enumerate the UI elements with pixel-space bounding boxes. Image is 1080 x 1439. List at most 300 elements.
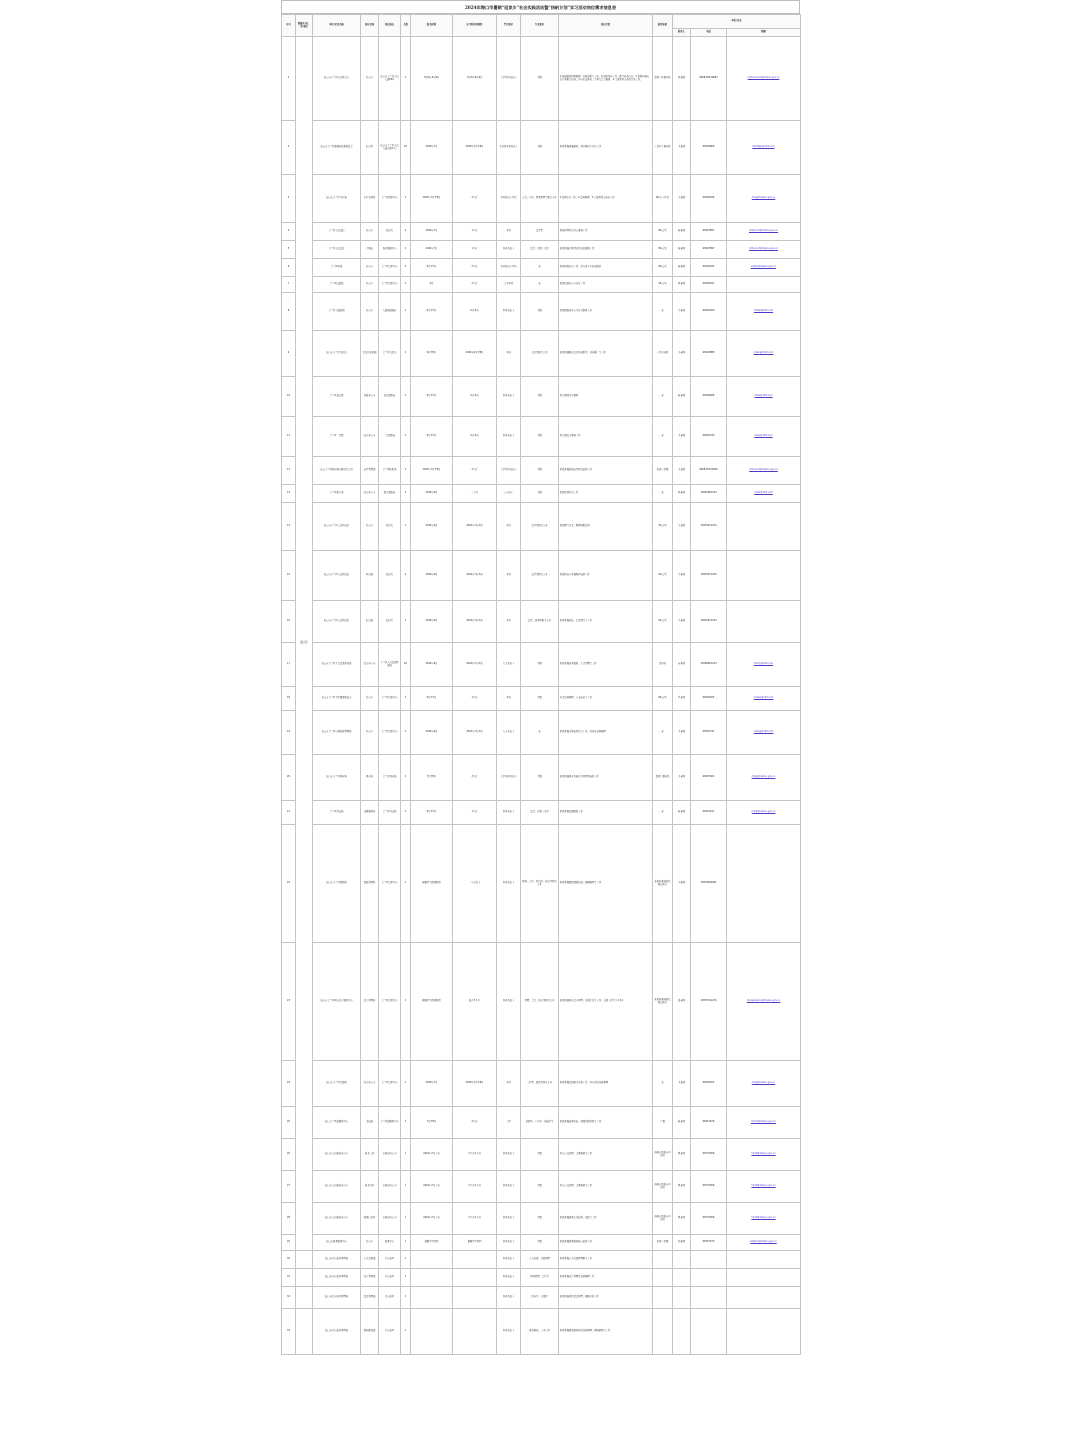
cell-report-time: 2024年7月至8月	[411, 175, 453, 223]
cell-email[interactable]: hkszf@haikou.gov.cn	[727, 1203, 801, 1235]
cell-no: 23	[282, 943, 296, 1061]
cell-count: 2	[401, 711, 411, 755]
cell-intern-time: 2个月	[453, 259, 497, 277]
cell-contact: 林老师	[673, 37, 691, 121]
cell-location: 美兰区政务中心	[379, 175, 401, 223]
cell-major: 无	[521, 277, 559, 293]
cell-subsidy	[653, 1309, 673, 1355]
cell-location: 美兰区行政中心	[379, 943, 401, 1061]
cell-count: 2	[401, 1107, 411, 1139]
cell-subsidy: 提供工作餐	[653, 1235, 673, 1251]
cell-email[interactable]: mlzjj@haikou.gov.cn	[727, 1061, 801, 1107]
cell-count: 2	[401, 223, 411, 241]
cell-education: 全日制本科及以上	[497, 121, 521, 175]
cell-no: 27	[282, 1171, 296, 1203]
table-body	[282, 37, 801, 1355]
cell-subsidy	[653, 1251, 673, 1269]
table-row	[282, 1171, 801, 1203]
cell-location: 江东新区	[379, 1251, 401, 1269]
cell-subsidy: 80元/天	[653, 241, 673, 259]
cell-unit: 海口市江东新区管理局	[313, 1251, 361, 1269]
cell-education: 大专及以上	[497, 643, 521, 687]
cell-contact: 陈老师	[673, 377, 691, 417]
cell-location: 市政府办公室	[379, 1203, 401, 1235]
cell-location: 院机关	[379, 551, 401, 601]
cell-phone: 13698801234	[691, 643, 727, 687]
cell-intern-time: 1个月	[453, 241, 497, 259]
cell-unit: 海口市美兰区妇女联合会	[313, 37, 361, 121]
header-intern-time: 实习时间(周数)	[453, 15, 497, 37]
cell-count: 2	[401, 457, 411, 485]
cell-region	[296, 1309, 313, 1355]
cell-dept: 党政办公室	[361, 377, 379, 417]
cell-no: 26	[282, 1139, 296, 1171]
cell-location: 大致坡镇政府	[379, 293, 401, 331]
cell-no: 3	[282, 175, 296, 223]
cell-dept: 综合科	[361, 121, 379, 175]
cell-dept: 教育科	[361, 755, 379, 801]
cell-email[interactable]	[727, 1309, 801, 1355]
cell-intern-time: 不少于1个月	[453, 1171, 497, 1203]
cell-report-time: 6月至7月	[411, 259, 453, 277]
cell-contact: 陈老师	[673, 259, 691, 277]
cell-education: 本科及以上	[497, 417, 521, 457]
cell-unit: 美兰区演丰镇	[313, 485, 361, 503]
cell-intern-time: 三个月以上	[453, 825, 497, 943]
cell-intern-time: 2024年7月至8月	[453, 1061, 497, 1107]
cell-education: 大学本科	[497, 277, 521, 293]
cell-major: 不限	[521, 1171, 559, 1203]
header-contact: 联系人	[673, 29, 691, 37]
cell-dept: 综合办公室	[361, 1061, 379, 1107]
cell-dept: 规划建设部	[361, 1309, 379, 1355]
cell-email[interactable]: mlqtw@haikou.gov.cn	[727, 259, 801, 277]
cell-intro: 协助开展财政预算编制、数据整理等工作	[559, 825, 653, 943]
cell-subsidy: 按规定发放实习补贴	[653, 1171, 673, 1203]
cell-major: 无	[521, 259, 559, 277]
cell-major: 不限	[521, 457, 559, 485]
cell-email[interactable]: mlairport@haikou.gov.cn	[727, 457, 801, 485]
cell-phone: 66525742	[691, 711, 727, 755]
table-row	[282, 175, 801, 223]
table-row	[282, 223, 801, 241]
cell-phone: 13876671234	[691, 503, 727, 551]
cell-report-time: 2024年6月	[411, 485, 453, 503]
table-row	[282, 241, 801, 259]
cell-email[interactable]: zhangxiaohui@haikou.gov.cn	[727, 943, 801, 1061]
cell-phone: 0898-65760000	[691, 457, 727, 485]
cell-no: 13	[282, 485, 296, 503]
cell-count: 2	[401, 241, 411, 259]
cell-intern-time: 最少3个月	[453, 943, 497, 1061]
cell-major: 法学类相关专业	[521, 551, 559, 601]
cell-subsidy: 60元/天	[653, 687, 673, 711]
cell-no: 14	[282, 503, 296, 551]
cell-intern-time: 6月-8月	[453, 293, 497, 331]
cell-unit: 海口市美兰区卫生健康委员会	[313, 687, 361, 711]
cell-contact: 王老师	[673, 457, 691, 485]
cell-major: 不限	[521, 687, 559, 711]
cell-location: 美兰区行政中心	[379, 277, 401, 293]
cell-education: 本科及以上	[497, 377, 521, 417]
cell-intern-time: 2024年7月-8月	[453, 503, 497, 551]
cell-location: 政务中心	[379, 1235, 401, 1251]
cell-intro: 协助开展人力资源管理相关工作	[559, 1251, 653, 1269]
cell-education: 本科及以上	[497, 1171, 521, 1203]
cell-subsidy: 无	[653, 711, 673, 755]
cell-email[interactable]	[727, 503, 801, 551]
cell-major: 不限	[521, 37, 559, 121]
cell-phone	[691, 1269, 727, 1287]
cell-location: 美兰国际机场	[379, 457, 401, 485]
cell-no: 2	[282, 121, 296, 175]
cell-subsidy: 80元/天	[653, 223, 673, 241]
cell-no: 28	[282, 1203, 296, 1235]
cell-intern-time: 不少于1个月	[453, 1203, 497, 1235]
cell-email[interactable]	[727, 551, 801, 601]
cell-major: 不限	[521, 377, 559, 417]
cell-subsidy: 见岗位	[653, 643, 673, 687]
cell-education: 本科及以上学历	[497, 175, 521, 223]
cell-unit: 海口市江东新区管理局	[313, 1309, 361, 1355]
cell-unit: 海口市人民政府办公室	[313, 1203, 361, 1235]
table-row	[282, 1251, 801, 1269]
cell-no: 31	[282, 1269, 296, 1287]
cell-report-time: 6月至7月	[411, 801, 453, 825]
cell-report-time	[411, 1251, 453, 1269]
cell-location: 江东新区	[379, 1287, 401, 1309]
cell-unit: 海口市美兰区国有资产事务中心	[313, 943, 361, 1061]
cell-location: 美兰区融媒体中心	[379, 1107, 401, 1139]
cell-location: 院机关	[379, 223, 401, 241]
cell-subsidy: 工作日午餐补贴	[653, 121, 673, 175]
cell-no: 25	[282, 1107, 296, 1139]
cell-unit: 海口市美兰区人民检察院	[313, 601, 361, 643]
cell-contact: 李老师	[673, 825, 691, 943]
cell-contact: 吴老师	[673, 293, 691, 331]
cell-dept: 秘书六科	[361, 1171, 379, 1203]
cell-intro: 1.辅助做好档案整理、资料收集等工作。2.协助宣传工作，撰写活动信息。3.协助开展妇女儿童相关活动，参与家庭教育、儿童关爱等服务。4.完成领导交办的其他工作。	[559, 37, 653, 121]
cell-email[interactable]	[727, 277, 801, 293]
cell-location: 灵山镇政府	[379, 377, 401, 417]
cell-report-time: 2024年6月	[411, 601, 453, 643]
cell-intern-time: 2个月	[453, 457, 497, 485]
cell-intro: 协助检察官开展案件辅助工作	[559, 551, 653, 601]
cell-intro: 参与公文处理、会务服务等工作	[559, 1139, 653, 1171]
cell-unit: 海口市美兰区发展和改革委员会	[313, 121, 361, 175]
cell-subsidy: 60元/工作日	[653, 175, 673, 223]
cell-subsidy: 按规定发放实习补贴	[653, 1139, 673, 1171]
cell-phone: 68722566	[691, 1171, 727, 1203]
cell-phone: 66563330	[691, 417, 727, 457]
cell-major: 经济学、金融学	[521, 1287, 559, 1309]
cell-report-time	[411, 1309, 453, 1355]
cell-count: 2	[401, 377, 411, 417]
cell-email[interactable]: mlyfz@163.com	[727, 485, 801, 503]
table-row	[282, 825, 801, 943]
table-row	[282, 259, 801, 277]
cell-education: 本科及以上	[497, 293, 521, 331]
cell-region	[296, 1287, 313, 1309]
cell-unit: 美兰区灵山镇	[313, 377, 361, 417]
header-subsidy: 薪资标准	[653, 15, 673, 37]
cell-contact: 陈老师	[673, 801, 691, 825]
cell-email[interactable]: mlsfj@haikou.gov.cn	[727, 801, 801, 825]
cell-intro: 参与镇村日常事务	[559, 377, 653, 417]
cell-major: 法学类相关专业	[521, 503, 559, 551]
cell-no: 16	[282, 601, 296, 643]
cell-email[interactable]: hkmlfgw@163.com	[727, 121, 801, 175]
cell-education: 大学本科及以上	[497, 37, 521, 121]
cell-unit: 美兰区大致坡镇	[313, 293, 361, 331]
cell-education: 大专及以上	[497, 711, 521, 755]
cell-major: 财务、会计、经济学、统计学相关专业	[521, 825, 559, 943]
cell-unit: 海口市美兰区人民检察院	[313, 551, 361, 601]
cell-intro: 协助开展政务服务窗口辅助工作	[559, 1235, 653, 1251]
cell-unit: 海口市江东新区管理局	[313, 1287, 361, 1309]
cell-intern-time: 2个月	[453, 755, 497, 801]
table-row	[282, 37, 801, 121]
cell-contact: 吴老师	[673, 551, 691, 601]
cell-no: 10	[282, 377, 296, 417]
cell-subsidy: 无	[653, 801, 673, 825]
cell-major: 不限	[521, 485, 559, 503]
cell-intern-time: 1个月	[453, 801, 497, 825]
cell-count: 2	[401, 277, 411, 293]
cell-phone: 66526611	[691, 277, 727, 293]
cell-intro: 协助开展新闻采编、视频拍摄剪辑等工作	[559, 1107, 653, 1139]
cell-email[interactable]: mlsjz@163.com	[727, 417, 801, 457]
cell-dept: 办公室	[361, 277, 379, 293]
cell-unit: 海口市美兰区财政局	[313, 825, 361, 943]
cell-no: 15	[282, 551, 296, 601]
cell-phone: 66523897	[691, 241, 727, 259]
cell-intro: 协助开展就业服务、人才招聘等工作	[559, 643, 653, 687]
cell-no: 19	[282, 711, 296, 755]
cell-intern-time: 2024年7月-8月	[453, 551, 497, 601]
position-table	[281, 14, 801, 1355]
cell-contact: 林老师	[673, 277, 691, 293]
cell-major: 工程类、建筑类相关专业	[521, 1061, 559, 1107]
cell-contact: 曹老师	[673, 1203, 691, 1235]
header-email: 邮箱	[727, 29, 801, 37]
cell-contact: 刘老师	[673, 1235, 691, 1251]
cell-contact: 陈老师	[673, 223, 691, 241]
cell-phone: 68722566	[691, 1203, 727, 1235]
header-contact-group: 单位/企业	[673, 15, 801, 29]
cell-email[interactable]: mldzp@163.com	[727, 293, 801, 331]
cell-dept: 办公室	[361, 293, 379, 331]
cell-count: 1	[401, 1309, 411, 1355]
cell-phone: 66526555	[691, 687, 727, 711]
cell-email[interactable]: mlsjj@haikou.gov.cn	[727, 175, 801, 223]
cell-intro: 协助开展市场监管日常工作、宣传及资料整理	[559, 711, 653, 755]
cell-no: 11	[282, 417, 296, 457]
cell-email[interactable]	[727, 1287, 801, 1309]
cell-report-time: 2024年7月	[411, 1061, 453, 1107]
cell-intern-time: 2个月	[453, 1107, 497, 1139]
cell-contact: 李老师	[673, 331, 691, 377]
cell-subsidy: 50元/天	[653, 551, 673, 601]
cell-intro: 协助团委日常工作，参与青少年活动组织	[559, 259, 653, 277]
cell-email[interactable]: mlfycourt@haikou.gov.cn	[727, 223, 801, 241]
table-row	[282, 417, 801, 457]
cell-unit: 海口市美兰区文化馆	[313, 331, 361, 377]
cell-report-time	[411, 1287, 453, 1309]
cell-subsidy: 工作日补贴	[653, 331, 673, 377]
cell-report-time: 2024年6月	[411, 711, 453, 755]
cell-education: 本科及以上	[497, 1309, 521, 1355]
cell-major: 城乡规划、土木工程	[521, 1309, 559, 1355]
cell-major: 法学、新闻类相关专业	[521, 601, 559, 643]
cell-count: 2	[401, 417, 411, 457]
cell-report-time: 2024年7月	[411, 121, 453, 175]
table-row	[282, 293, 801, 331]
cell-unit: 海口市美兰区市场监督管理局	[313, 711, 361, 755]
cell-intern-time: 6月-8月	[453, 377, 497, 417]
cell-subsidy: 午餐	[653, 1107, 673, 1139]
cell-email[interactable]	[727, 1251, 801, 1269]
cell-education: 本科及以上	[497, 801, 521, 825]
cell-dept: 综合办公室	[361, 643, 379, 687]
cell-major: 不限	[521, 1139, 559, 1171]
cell-intro: 协助开展立案登记及诉讼服务工作	[559, 241, 653, 259]
document-title: 2024年海口市暑期“返家乡”社会实践活动暨“扬帆计划”实习活动岗位需求信息表	[281, 0, 800, 14]
cell-count: 1	[401, 825, 411, 943]
cell-intern-time	[453, 1287, 497, 1309]
cell-intro: 协助开展教育系统日常管理及辅助工作	[559, 755, 653, 801]
cell-contact	[673, 1309, 691, 1355]
cell-major: 不限	[521, 121, 559, 175]
cell-email[interactable]: mlrmt@haikou.gov.cn	[727, 1107, 801, 1139]
table-row	[282, 1269, 801, 1287]
cell-report-time: 2024年6月	[411, 551, 453, 601]
cell-major: 人力资源、行政管理	[521, 1251, 559, 1269]
cell-count: 1	[401, 1269, 411, 1287]
cell-email[interactable]: zwfwzx@haikou.gov.cn	[727, 1235, 801, 1251]
cell-intern-time: 6月-8月	[453, 417, 497, 457]
cell-intern-time: 2024年7月-8月	[453, 601, 497, 643]
cell-report-time: 2024年7月	[411, 223, 453, 241]
cell-email[interactable]: mlfnwomen@haikou.gov.cn	[727, 37, 801, 121]
cell-count: 2	[401, 687, 411, 711]
cell-education: 本科及以上	[497, 1235, 521, 1251]
cell-email[interactable]: mlwjw@163.com	[727, 687, 801, 711]
cell-major: 法学类	[521, 223, 559, 241]
cell-education: 本科及以上	[497, 825, 521, 943]
cell-count: 3	[401, 485, 411, 503]
cell-major: 不限	[521, 293, 559, 331]
header-location: 岗位地点	[379, 15, 401, 37]
cell-phone: 66523897	[691, 223, 727, 241]
cell-no: 7	[282, 277, 296, 293]
cell-count: 1	[401, 601, 411, 643]
cell-location: 诉讼服务中心	[379, 241, 401, 259]
cell-major: 法学、汉语言文学	[521, 241, 559, 259]
cell-phone: 13876626681	[691, 825, 727, 943]
cell-count: 1	[401, 1061, 411, 1107]
table-row	[282, 601, 801, 643]
cell-report-time: 7月至8月	[411, 1107, 453, 1139]
header-intro: 岗位介绍	[559, 15, 653, 37]
header-education: 学历要求	[497, 15, 521, 37]
cell-major: 不限	[521, 1203, 559, 1235]
cell-location: 美兰区行政中心	[379, 1061, 401, 1107]
header-major: 专业要求	[521, 15, 559, 37]
table-row	[282, 485, 801, 503]
cell-location: 美兰区行政中心	[379, 687, 401, 711]
table-row	[282, 755, 801, 801]
cell-email[interactable]: mllsz@163.com	[727, 377, 801, 417]
cell-report-time: 6月	[411, 277, 453, 293]
cell-email[interactable]: mlrlzy@163.com	[727, 643, 801, 687]
cell-count: 2	[401, 755, 411, 801]
cell-report-time	[411, 1269, 453, 1287]
cell-contact: 陈老师	[673, 241, 691, 259]
cell-intro: 协助开展群众文化活动组织、宣传推广等工作	[559, 331, 653, 377]
cell-dept: 资产管理部	[361, 1269, 379, 1287]
cell-dept: 预算管理科	[361, 825, 379, 943]
cell-email[interactable]: mljyj@haikou.gov.cn	[727, 755, 801, 801]
cell-intern-time: 2个月	[453, 175, 497, 223]
cell-email[interactable]	[727, 601, 801, 643]
cell-subsidy: 无	[653, 377, 673, 417]
cell-phone: 0898-66520687	[691, 37, 727, 121]
cell-intro: 协助办理日常办公事务工作	[559, 223, 653, 241]
table-row	[282, 331, 801, 377]
cell-count: 2	[401, 801, 411, 825]
cell-report-time: 2024年6月	[411, 643, 453, 687]
cell-major: 不限	[521, 1235, 559, 1251]
cell-email[interactable]	[727, 1269, 801, 1287]
cell-contact: 张老师	[673, 943, 691, 1061]
cell-major: 不限	[521, 417, 559, 457]
table-row	[282, 643, 801, 687]
cell-contact: 王老师	[673, 755, 691, 801]
cell-education: 本科	[497, 601, 521, 643]
cell-intro: 协助开展宣传、信息撰写等工作	[559, 601, 653, 643]
cell-intro: 协助镇政府办公室日常事务工作	[559, 293, 653, 331]
cell-email[interactable]: hkszf@haikou.gov.cn	[727, 1171, 801, 1203]
table-row	[282, 277, 801, 293]
cell-location: 美兰区行政中心	[379, 825, 401, 943]
cell-dept: 办公室	[361, 1235, 379, 1251]
cell-phone: 66526225	[691, 259, 727, 277]
cell-contact	[673, 1287, 691, 1309]
cell-phone: 13876761234	[691, 943, 727, 1061]
cell-no: 12	[282, 457, 296, 485]
cell-email[interactable]: mlwhg@163.com	[727, 331, 801, 377]
table-row	[282, 377, 801, 417]
cell-contact: 林老师	[673, 485, 691, 503]
cell-phone: 66512526	[691, 1107, 727, 1139]
cell-contact	[673, 1269, 691, 1287]
cell-education: 本科	[497, 551, 521, 601]
cell-count: 1	[401, 1235, 411, 1251]
cell-report-time: 根据学生假期时间	[411, 943, 453, 1061]
cell-dept: 办公室	[361, 711, 379, 755]
cell-email[interactable]: mlscjg@163.com	[727, 711, 801, 755]
cell-no: 20	[282, 755, 296, 801]
cell-email[interactable]	[727, 825, 801, 943]
cell-intern-time: 2024年6月至8月	[453, 331, 497, 377]
cell-email[interactable]: mlfycourt@haikou.gov.cn	[727, 241, 801, 259]
cell-subsidy: 提供工作餐补贴	[653, 37, 673, 121]
table-row	[282, 503, 801, 551]
cell-intro: 协助开展资产管理及资料整理工作	[559, 1269, 653, 1287]
cell-email[interactable]: hkszf@haikou.gov.cn	[727, 1139, 801, 1171]
cell-intern-time: 1个月	[453, 687, 497, 711]
